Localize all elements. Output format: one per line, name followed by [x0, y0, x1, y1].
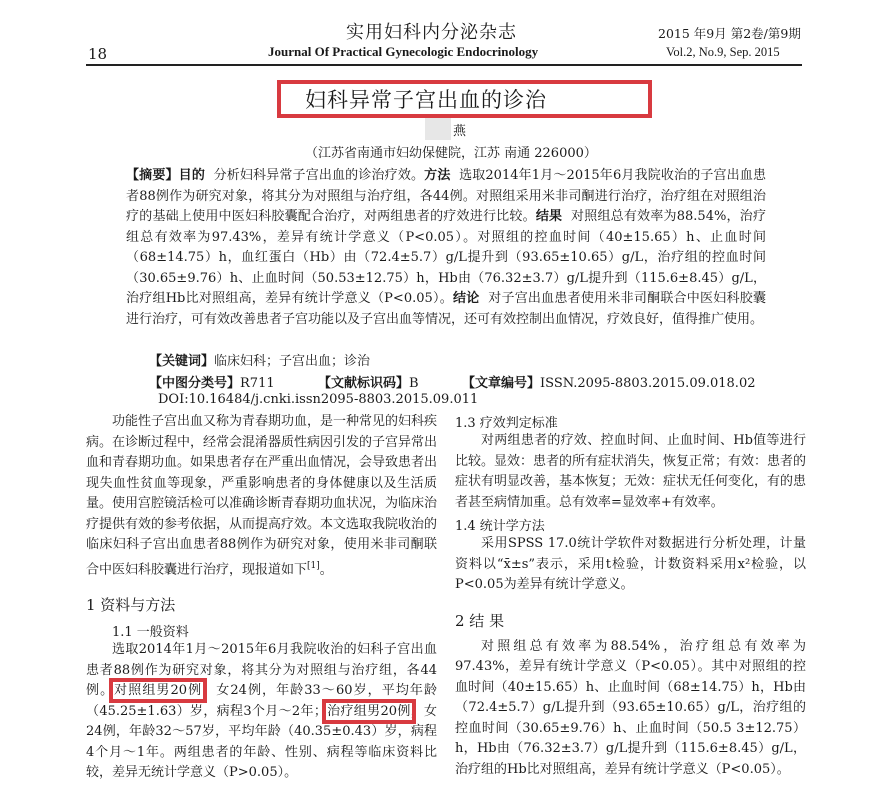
intro-reference: [1]	[307, 560, 320, 571]
abstract	[126, 166, 766, 330]
subsection-1-3-heading: 1.3 疗效判定标准	[455, 416, 558, 431]
article-no-value: ISSN.2095-8803.2015.09.018.02	[540, 376, 756, 391]
general-info-b: ，女24例，年龄33～60岁，平均年龄（45.25±1.63）岁，病程3个月～2年；	[86, 683, 437, 719]
subsection-1-1-text	[86, 640, 437, 784]
right-column	[455, 412, 806, 780]
methods-label: 方法	[424, 168, 451, 183]
journal-title-en: Journal Of Practical Gynecologic Endocrinology	[268, 44, 539, 59]
section2-heading: 2 结 果	[455, 611, 505, 630]
intro-text: 功能性子宫出血又称为青春期功血，是一种常见的妇科疾病。在诊断过程中，经常会混淆器质性病因引发的子宫异常出血和青春期功血。如果患者存在严重出血情况，会导致患者出现失血性贫血等现象，严重影响患者的身体健康以及生活质量。使用宫腔镜活检可以准确诊断青春期功血状况，为临床治疗提供有效的参考依据，从而提高疗效。本文选取我院收治的临床妇科子宫出血患者88例作为研究对象，使用米非司酮联合中医妇科胶囊进行治疗，现报道如下	[86, 414, 438, 577]
author-name: 燕	[453, 124, 467, 139]
clc-label: 【中图分类号】	[149, 376, 241, 391]
article-number	[462, 372, 755, 391]
issue-info-en: Vol.2, No.9, Sep. 2015	[666, 45, 780, 59]
document-code	[318, 372, 419, 391]
section2-text: 对照组总有效率为88.54%，治疗组总有效率为97.43%，差异有统计学意义（P<0.05）。其中对照组的控血时间（40±15.65）h、止血时间（68±14.75）h，Hb由（72.4±5.7）g/L提升到（93.65±10.65）g/L，治疗组的控血时间（30.65±9.76）h、止血时间（50.5 3±12.75）h，Hb由（76.32±3.7）g/L提升到（115.6±8.45）g/L，治疗组的Hb比对照组高，差异有统计学意义（P<0.05）。	[455, 638, 806, 777]
doc-code-value: B	[409, 376, 419, 391]
methods-text: 选取2014年1月～2015年6月我院收治的子宫出血患者88例作为研究对象，将其分为对照组与治疗组，各44例。对照组采用米非司酮进行治疗，治疗组在对照组治疗的基础上使用中医妇科胶囊配合治疗，对两组患者的疗效进行比较。	[126, 168, 766, 224]
clc-number	[149, 372, 275, 391]
highlight-treatment-group-male: 治疗组男20例	[326, 703, 411, 719]
results-text: 对照组总有效率为88.54%，治疗组总有效率为97.43%，差异有统计学意义（P<0.05）。对照组的控血时间（40±15.65）h、止血时间（68±14.75）h，血红蛋白（Hb）由（72.4±5.7）g/L提升到（93.65±10.65）g/L，治疗组的控血时间（30.65±9.76）h、止血时间（50.53±12.75）h，Hb由（76.32±3.7）g/L提升到（115.6±8.45）g/L，治疗组Hb比对照组高，差异有统计学意义（P<0.05）。	[126, 209, 766, 306]
page-number: 18	[88, 45, 108, 63]
article-title: 妇科异常子宫出血的诊治	[305, 88, 547, 112]
intro-end: 。	[319, 561, 333, 577]
subsection-1-4-text: 采用SPSS 17.0统计学软件对数据进行分析处理，计量资料以“x̄±s”表示，采用t检验，计数资料采用x²检验，以P<0.05为差异有统计学意义。	[455, 536, 806, 592]
keywords-text: 临床妇科；子宫出血；诊治	[214, 354, 371, 369]
general-info-c: ，女24例，年龄32～57岁，平均年龄（40.35±0.43）岁，病程4个月～1年。两组患者的年龄、性别、病程等临床资料比较，差异无统计学意义（P>0.05）。	[86, 703, 437, 781]
general-info-a: 选取2014年1月～2015年6月我院收治的妇科子宫出血患者88例作为研究对象，将其分为对照组与治疗组，各44例。	[86, 642, 437, 699]
conclusion-text: 对子宫出血患者使用米非司酮联合中医妇科胶囊进行治疗，可有效改善患者子宫功能以及子宫出血等情况，还可有效控制出血情况，疗效良好，值得推广使用。	[126, 291, 766, 327]
abstract-label: 【摘要】	[126, 168, 179, 183]
affiliation: （江苏省南通市妇幼保健院，江苏 南通 226000）	[305, 146, 597, 161]
left-column	[86, 412, 437, 784]
subsection-1-4-heading: 1.4 统计学方法	[455, 519, 545, 534]
section1-heading: 1 资料与方法	[86, 596, 176, 615]
issue-info-cn: 2015 年9月 第2卷/第9期	[658, 26, 801, 41]
intro-paragraph	[86, 412, 437, 580]
keywords	[149, 350, 370, 369]
objective-text: 分析妇科异常子宫出血的诊治疗效。	[213, 168, 425, 183]
highlight-control-group-male: 对照组男20例	[114, 683, 203, 699]
header-rule	[86, 64, 802, 66]
journal-title-cn: 实用妇科内分泌杂志	[346, 22, 517, 43]
objective-label: 目的	[178, 168, 205, 183]
doc-code-label: 【文献标识码】	[318, 376, 410, 391]
conclusion-label: 结论	[452, 291, 480, 306]
results-label: 结果	[535, 209, 563, 224]
subsection-1-1-heading: 1.1 一般资料	[112, 625, 189, 641]
clc-value: R711	[240, 376, 275, 391]
doi: DOI:10.16484/j.cnki.issn2095-8803.2015.09.011	[158, 392, 479, 407]
subsection-1-3-text: 对两组患者的疗效、控血时间、止血时间、Hb值等进行比较。显效：患者的所有症状消失，恢复正常；有效：患者的症状有明显改善，基本恢复；无效：症状无任何变化，有的患者甚至病情加重。总有效率=显效率+有效率。	[455, 433, 807, 510]
article-no-label: 【文章编号】	[462, 376, 541, 391]
author-redaction	[425, 118, 451, 140]
keywords-label: 【关键词】	[149, 354, 215, 369]
